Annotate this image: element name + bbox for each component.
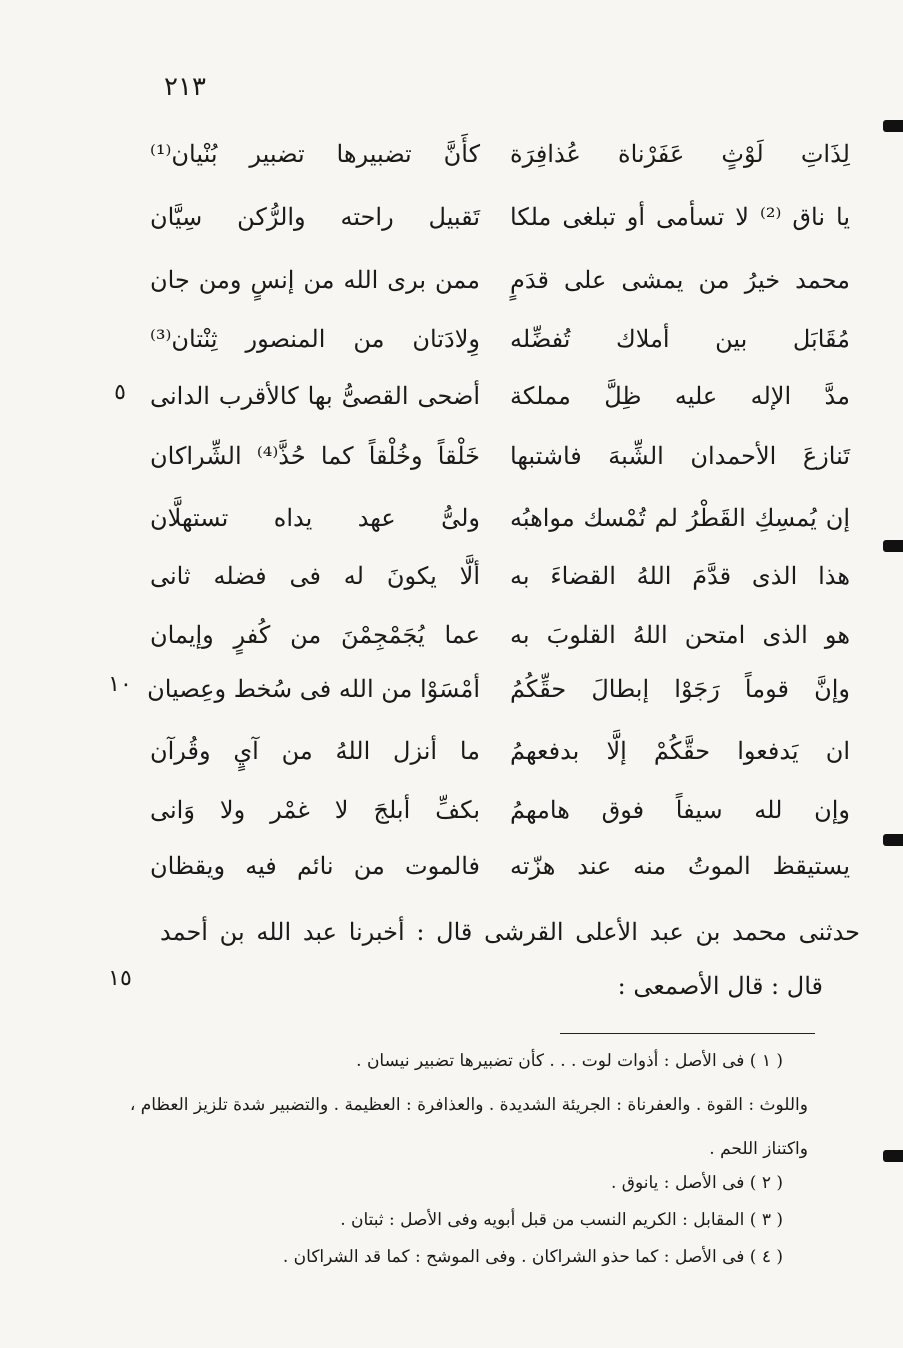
verse-line bbox=[150, 432, 850, 480]
verse-line bbox=[150, 494, 850, 542]
verse-first-hemistich: ان يَدفعوا حقَّكُمْ إلَّا بدفعهمُ bbox=[510, 737, 850, 765]
verse-first-hemistich: هو الذى امتحن اللهُ القلوبَ به bbox=[510, 621, 850, 649]
footnote-line: ( ٢ ) فى الأصل : يانوق . bbox=[610, 1173, 783, 1193]
verse-first-hemistich: وإن لله سيفاً فوق هامهمُ bbox=[510, 796, 850, 824]
verse-second-hemistich: تَقبيل راحته والرُّكن سِيَّان bbox=[150, 203, 480, 231]
verse-line bbox=[150, 552, 850, 600]
verse-line bbox=[150, 786, 850, 834]
verse-second-hemistich: بكفِّ أبلجَ لا غمْر ولا وَانى bbox=[150, 796, 480, 824]
verse-first-hemistich: هذا الذى قدَّمَ اللهُ القضاءَ به bbox=[510, 562, 850, 590]
verse-line bbox=[150, 315, 850, 363]
footnote-line: ( ٤ ) فى الأصل : كما حذو الشراكان . وفى الموشح : كما قد الشراكان . bbox=[282, 1247, 783, 1267]
verse-second-hemistich: خَلْقاً وخُلْقاً كما حُذَّ⁽⁴⁾ الشِّراكان bbox=[150, 442, 480, 470]
verse-second-hemistich: ولىُّ عهد يداه تستهلَّان bbox=[150, 504, 480, 532]
verse-first-hemistich: مُقَابَل بين أملاك تُفضِّله bbox=[510, 325, 850, 353]
verse-first-hemistich: محمد خيرُ من يمشى على قدَمٍ bbox=[510, 266, 850, 294]
verse-line bbox=[147, 665, 850, 713]
footnote-line: واكتناز اللحم . bbox=[709, 1139, 808, 1159]
verse-first-hemistich: تَنازعَ الأحمدان الشِّبهَ فاشتبها bbox=[510, 442, 850, 470]
verse-second-hemistich: عما يُجَمْجِمْنَ من كُفرٍ وإيمان bbox=[150, 621, 480, 649]
verse-first-hemistich: لِذَاتِ لَوْثٍ عَفَرْناة عُذافِرَة bbox=[510, 140, 850, 168]
verse-second-hemistich: ممن برى الله من إنسٍ ومن جان bbox=[150, 266, 480, 294]
footnote-line: واللوث : القوة . والعفرناة : الجريئة الشديدة . والعذافرة : العظيمة . والتضبير شدة تلزيز العظام ، bbox=[129, 1095, 808, 1115]
verse-line bbox=[150, 842, 850, 890]
verse-first-hemistich: يستيقظ الموتُ منه عند هزّته bbox=[510, 852, 850, 880]
prose-line: قال : قال الأصمعى : bbox=[617, 972, 823, 1000]
line-number: ٥ bbox=[114, 380, 126, 405]
verse-line bbox=[150, 611, 850, 659]
footnote-line: ( ٣ ) المقابل : الكريم النسب من قبل أبويه وفى الأصل : ثبتان . bbox=[340, 1210, 783, 1230]
margin-mark bbox=[883, 120, 903, 132]
verse-second-hemistich: أمْسَوْا من الله فى سُخط وعِصيان bbox=[147, 675, 480, 703]
verse-first-hemistich: إن يُمسِكِ القَطْرُ لم تُمْسك مواهبُه bbox=[510, 504, 850, 532]
verse-line bbox=[150, 727, 850, 775]
verse-second-hemistich: فالموت من نائم فيه ويقظان bbox=[150, 852, 480, 880]
verse-line bbox=[150, 130, 850, 178]
line-number: ١٥ bbox=[108, 966, 132, 991]
verse-first-hemistich: مدَّ الإله عليه ظِلَّ مملكة bbox=[510, 382, 850, 410]
verse-first-hemistich: يا ناق ⁽²⁾ لا تسأمى أو تبلغى ملكا bbox=[510, 203, 851, 231]
margin-mark bbox=[883, 1150, 903, 1162]
verse-line bbox=[150, 193, 850, 241]
line-number: ١٠ bbox=[108, 672, 132, 697]
footnote-divider bbox=[560, 1033, 815, 1034]
page-number: ٢١٣ bbox=[164, 72, 206, 102]
verse-second-hemistich: وِلادَتان من المنصور ثِنْتان⁽³⁾ bbox=[150, 325, 480, 353]
prose-line: حدثنى محمد بن عبد الأعلى القرشى قال : أخبرنا عبد الله بن أحمد bbox=[160, 918, 860, 946]
verse-second-hemistich: ألَّا يكونَ له فى فضله ثانى bbox=[150, 562, 480, 590]
footnote-line: ( ١ ) فى الأصل : أذوات لوت . . . كأن تضبيرها تضبير نيسان . bbox=[356, 1051, 783, 1071]
verse-second-hemistich: أضحى القصىُّ بها كالأقرب الدانى bbox=[150, 382, 480, 410]
verse-line bbox=[150, 372, 850, 420]
verse-line bbox=[150, 256, 850, 304]
verse-second-hemistich: ما أنزل اللهُ من آيٍ وقُرآن bbox=[150, 737, 480, 765]
margin-mark bbox=[883, 834, 903, 846]
verse-first-hemistich: وإنَّ قوماً رَجَوْا إبطالَ حقِّكُمُ bbox=[510, 675, 850, 703]
margin-mark bbox=[883, 540, 903, 552]
verse-second-hemistich: كأَنَّ تضبيرها تضبير بُنْيان⁽¹⁾ bbox=[150, 140, 480, 168]
